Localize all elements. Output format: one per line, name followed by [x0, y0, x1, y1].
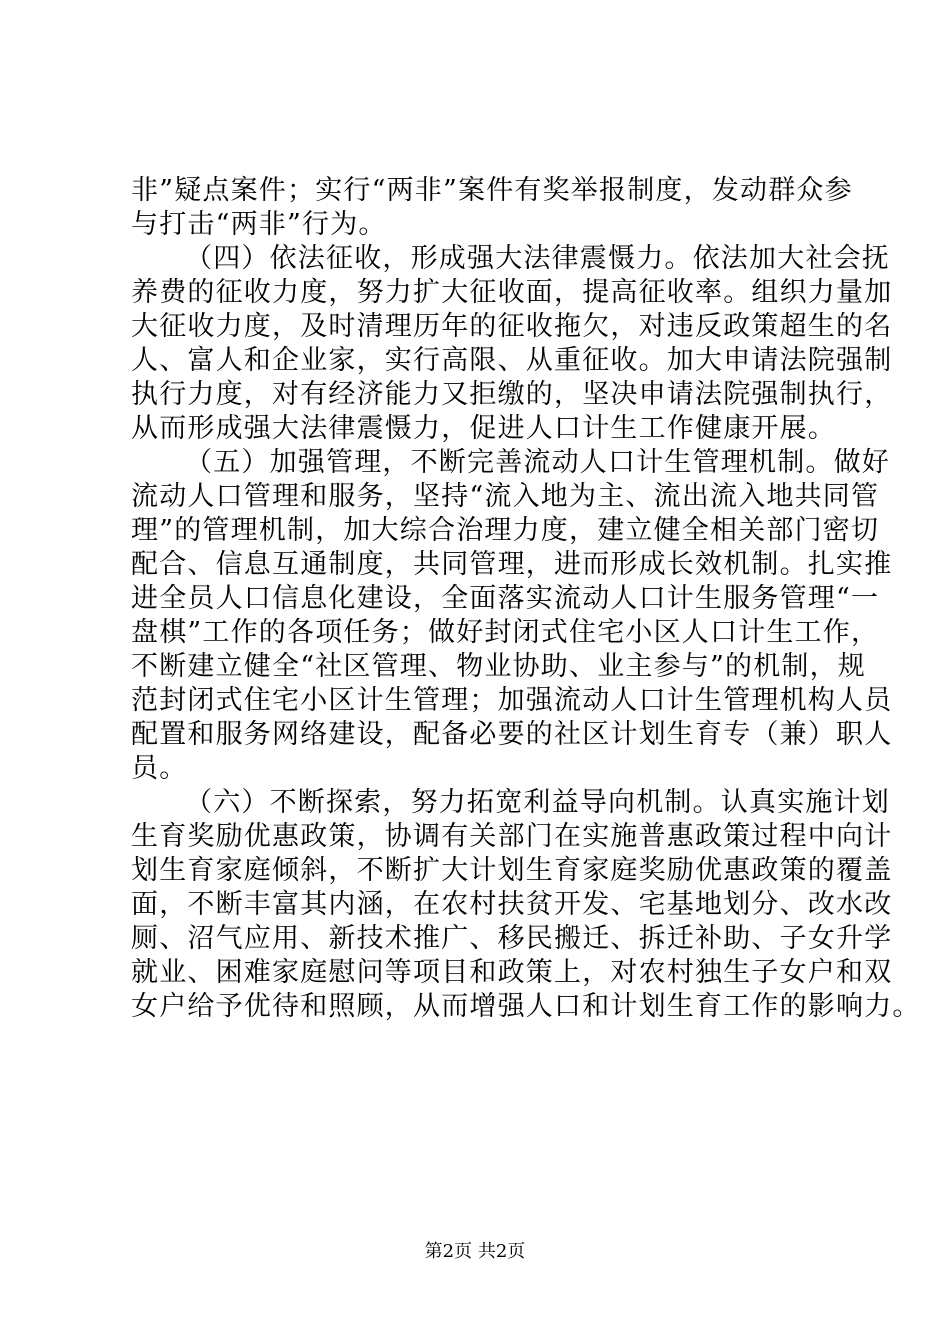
text-line: 面，不断丰富其内涵，在农村扶贫开发、宅基地划分、改水改 — [131, 889, 893, 920]
text-line: 生育奖励优惠政策，协调有关部门在实施普惠政策过程中向计 — [131, 821, 893, 852]
text-line: 人、富人和企业家，实行高限、从重征收。加大申请法院强制 — [131, 345, 893, 376]
text-line: 进全员人口信息化建设，全面落实流动人口计生服务管理“一 — [131, 583, 880, 614]
text-line: 养费的征收力度，努力扩大征收面，提高征收率。组织力量加 — [131, 277, 893, 308]
page-footer — [0, 1241, 950, 1263]
page-number: 第2页 共2页 — [424, 1241, 526, 1262]
text-line: 大征收力度，及时清理历年的征收拖欠，对违反政策超生的名 — [131, 311, 893, 342]
text-line: 与打击“两非”行为。 — [131, 209, 387, 240]
text-line: （六）不断探索，努力拓宽利益导向机制。认真实施计划 — [185, 787, 890, 818]
text-line: 理”的管理机制，加大综合治理力度，建立健全相关部门密切 — [131, 515, 880, 546]
text-line: 配合、信息互通制度，共同管理，进而形成长效机制。扎实推 — [131, 549, 893, 580]
text-line: 就业、困难家庭慰问等项目和政策上，对农村独生子女户和双 — [131, 957, 893, 988]
text-line: 员。 — [131, 753, 188, 784]
text-line: 不断建立健全“社区管理、物业协助、业主参与”的机制，规 — [131, 651, 867, 682]
text-line: （四）依法征收，形成强大法律震慑力。依法加大社会抚 — [185, 243, 890, 274]
text-line: 配置和服务网络建设，配备必要的社区计划生育专（兼）职人 — [131, 719, 893, 750]
text-line: 流动人口管理和服务，坚持“流入地为主、流出流入地共同管 — [131, 481, 880, 512]
text-line: 女户给予优待和照顾，从而增强人口和计划生育工作的影响力。 — [131, 991, 921, 1022]
text-line: 盘棋”工作的各项任务；做好封闭式住宅小区人口计生工作， — [131, 617, 880, 648]
text-line: （五）加强管理，不断完善流动人口计生管理机制。做好 — [185, 447, 890, 478]
text-line: 范封闭式住宅小区计生管理；加强流动人口计生管理机构人员 — [131, 685, 893, 716]
text-line: 厕、沼气应用、新技术推广、移民搬迁、拆迁补助、子女升学 — [131, 923, 893, 954]
document-body — [131, 174, 921, 1024]
text-line: 划生育家庭倾斜，不断扩大计划生育家庭奖励优惠政策的覆盖 — [131, 855, 893, 886]
text-line: 从而形成强大法律震慑力，促进人口计生工作健康开展。 — [131, 413, 836, 444]
text-line: 非”疑点案件；实行“两非”案件有奖举报制度，发动群众参 — [131, 175, 853, 206]
text-line: 执行力度，对有经济能力又拒缴的，坚决申请法院强制执行， — [131, 379, 893, 410]
